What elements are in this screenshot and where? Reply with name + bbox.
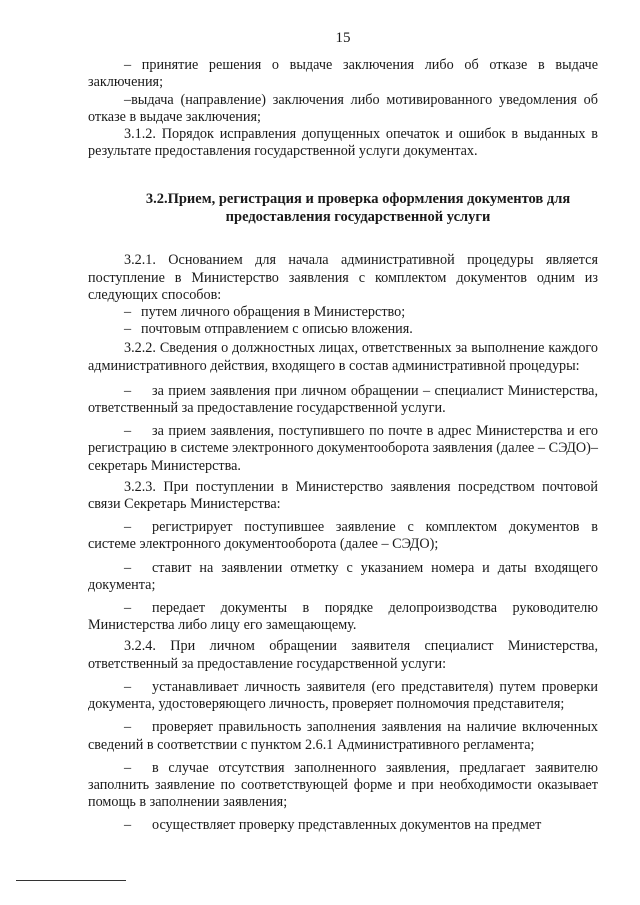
dash-marker: – bbox=[124, 321, 132, 338]
dash-marker: – bbox=[124, 719, 132, 736]
paragraph-312: 3.1.2. Порядок исправления допущенных опечаток и ошибок в выданных в результате предоставления государственной услуги документах. bbox=[88, 126, 598, 160]
dash-marker: – bbox=[124, 382, 132, 399]
paragraph-321: 3.2.1. Основанием для начала административной процедуры является поступление в Министерство заявления с комплектом документов одним из следующих способов: bbox=[88, 252, 598, 303]
list-item: – путем личного обращения в Министерство; bbox=[88, 304, 598, 321]
paragraph-324: 3.2.4. При личном обращении заявителя специалист Министерства, ответственный за предоставление государственной услуги: bbox=[88, 638, 598, 672]
list-item: – регистрирует поступившее заявление с комплектом документов в системе электронного документооборота (далее – СЭДО); bbox=[88, 519, 598, 553]
dash-marker: – bbox=[124, 423, 132, 440]
list-item: – передает документы в порядке делопроизводства руководителю Министерства либо лицу его замещающему. bbox=[88, 600, 598, 634]
paragraph-decision: – принятие решения о выдаче заключения либо об отказе в выдаче заключения; bbox=[88, 57, 598, 91]
page-number: 15 bbox=[335, 30, 351, 46]
list-item: – устанавливает личность заявителя (его представителя) путем проверки документа, удостоверяющего личность, проверяет полномочия представителя; bbox=[88, 678, 598, 713]
dash-marker: – bbox=[124, 678, 132, 695]
dash-marker: – bbox=[124, 759, 132, 776]
list-item: – проверяет правильность заполнения заявления на наличие включенных сведений в соответствии с пунктом 2.6.1 Административного регламента; bbox=[88, 719, 598, 753]
paragraph-issuance: –выдача (направление) заключения либо мотивированного уведомления об отказе в выдаче заключения; bbox=[88, 91, 598, 125]
dash-marker: – bbox=[124, 304, 132, 321]
dash-marker: – bbox=[124, 559, 132, 576]
list-item: – почтовым отправлением с описью вложения. bbox=[88, 321, 598, 338]
dash-marker: – bbox=[124, 600, 132, 617]
dash-marker: – bbox=[124, 519, 132, 536]
paragraph-323: 3.2.3. При поступлении в Министерство заявления посредством почтовой связи Секретарь Министерства: bbox=[88, 478, 598, 513]
footnote-separator bbox=[16, 880, 126, 881]
list-item: – за прием заявления, поступившего по почте в адрес Министерства и его регистрацию в системе электронного документооборота заявления (далее – СЭДО)– секретарь Министерства. bbox=[88, 423, 598, 474]
list-item: – за прием заявления при личном обращении – специалист Министерства, ответственный за предоставление государственной услуги. bbox=[88, 382, 598, 417]
list-item: – осуществляет проверку представленных документов на предмет bbox=[88, 817, 598, 834]
list-item: – в случае отсутствия заполненного заявления, предлагает заявителю заполнить заявление по соответствующей форме и при необходимости оказывает помощь в заполнении заявления; bbox=[88, 759, 598, 811]
section-heading: 3.2.Прием, регистрация и проверка оформления документов для предоставления государственной услуги bbox=[145, 191, 571, 226]
document-page bbox=[88, 30, 598, 835]
paragraph-322: 3.2.2. Сведения о должностных лицах, ответственных за выполнение каждого административного действия, входящего в состав административной процедуры: bbox=[88, 340, 598, 374]
list-item: – ставит на заявлении отметку с указанием номера и даты входящего документа; bbox=[88, 559, 598, 593]
dash-marker: – bbox=[124, 817, 132, 834]
